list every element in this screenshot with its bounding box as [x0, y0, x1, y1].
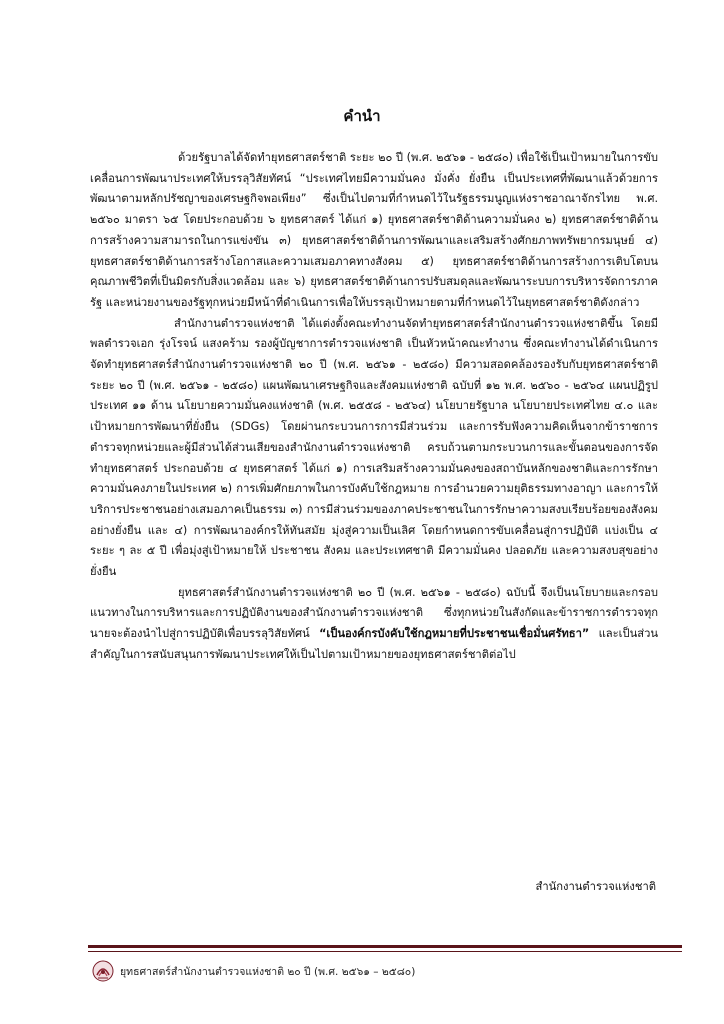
paragraph-2: สำนักงานตำรวจแห่งชาติ ได้แต่งตั้งคณะทำงานจัดทำยุทธศาสตร์สำนักงานตำรวจแห่งชาติขึ้น โดยมี พลตำรวจเอก รุ่งโรจน์ แสงคร้าม รองผู้บัญชาการตำรวจแห่งชาติ เป็นหัวหน้าคณะทำงาน ซึ่งคณะทำงานได้ดำเนินการจัดทำยุทธศาสตร์สำนักงานตำรวจแห่งชาติ ๒๐ ปี (พ.ศ. ๒๕๖๑ - ๒๕๘๐) มีความสอดคล้องรองรับกับยุทธศาสตร์ชาติระยะ ๒๐ ปี (พ.ศ. ๒๕๖๑ - ๒๕๘๐) แผนพัฒนาเศรษฐกิจและสังคมแห่งชาติ ฉบับที่ ๑๒ พ.ศ. ๒๕๖๐ - ๒๕๖๔ แผนปฏิรูปประเทศ ๑๑ ด้าน นโยบายความมั่นคงแห่งชาติ (พ.ศ. ๒๕๕๘ - ๒๕๖๔) นโยบายรัฐบาล นโยบายประเทศไทย ๔.๐ และเป้าหมายการพัฒนาที่ยั่งยืน (SDGs) โดยผ่านกระบวนการการมีส่วนร่วม และการรับฟังความคิดเห็นจากข้าราชการตำรวจทุกหน่วยและผู้มีส่วนได้ส่วนเสียของสำนักงานตำรวจแห่งชาติ ครบถ้วนตามกระบวนการและขั้นตอนของการจัดทำยุทธศาสตร์ ประกอบด้วย ๔ ยุทธศาสตร์ ได้แก่ ๑) การเสริมสร้างความมั่นคงของสถาบันหลักของชาติและการรักษาความมั่นคงภายในประเทศ ๒) การเพิ่มศักยภาพในการบังคับใช้กฎหมาย การอำนวยความยุติธรรมทางอาญา และการให้บริการประชาชนอย่างเสมอภาคเป็นธรรม ๓) การมีส่วนร่วมของภาคประชาชนในการรักษาความสงบเรียบร้อยของสังคมอย่างยั่งยืน และ ๔) การพัฒนาองค์กรให้ทันสมัย มุ่งสู่ความเป็นเลิศ โดยกำหนดการขับเคลื่อนสู่การปฏิบัติ แบ่งเป็น ๔ ระยะ ๆ ละ ๕ ปี เพื่อมุ่งสู่เป้าหมายให้ ประชาชน สังคม และประเทศชาติ มีความมั่นคง ปลอดภัย และความสงบสุขอย่างยั่งยืน — [90, 316, 658, 579]
signature-organization: สำนักงานตำรวจแห่งชาติ — [535, 880, 656, 893]
page-title: คำนำ — [343, 107, 381, 125]
paragraph-1: ด้วยรัฐบาลได้จัดทำยุทธศาสตร์ชาติ ระยะ ๒๐ ปี (พ.ศ. ๒๕๖๑ - ๒๕๘๐) เพื่อใช้เป็นเป้าหมายในการขับเคลื่อนการพัฒนาประเทศให้บรรลุวิสัยทัศน์ “ประเทศไทยมีความมั่นคง มั่งคั่ง ยั่งยืน เป็นประเทศที่พัฒนาแล้วด้วยการพัฒนาตามหลักปรัชญาของเศรษฐกิจพอเพียง” ซึ่งเป็นไปตามที่กำหนดไว้ในรัฐธรรมนูญแห่งราชอาณาจักรไทย พ.ศ. ๒๕๖๐ มาตรา ๖๕ โดยประกอบด้วย ๖ ยุทธศาสตร์ ได้แก่ ๑) ยุทธศาสตร์ชาติด้านความมั่นคง ๒) ยุทธศาสตร์ชาติด้านการสร้างความสามารถในการแข่งขัน ๓) ยุทธศาสตร์ชาติด้านการพัฒนาและเสริมสร้างศักยภาพทรัพยากรมนุษย์ ๔) ยุทธศาสตร์ชาติด้านการสร้างโอกาสและความเสมอภาคทางสังคม ๕) ยุทธศาสตร์ชาติด้านการสร้างการเติบโตบนคุณภาพชีวิตที่เป็นมิตรกับสิ่งแวดล้อม และ ๖) ยุทธศาสตร์ชาติด้านการปรับสมดุลและพัฒนาระบบการบริหารจัดการภาครัฐ และหน่วยงานของรัฐทุกหน่วยมีหน้าที่ดำเนินการเพื่อให้บรรลุเป้าหมายตามที่กำหนดไว้ในยุทธศาสตร์ชาติดังกล่าว — [90, 151, 658, 309]
police-emblem-icon — [92, 960, 114, 982]
preface-body — [90, 148, 658, 666]
vision-statement: “เป็นองค์กรบังคับใช้กฎหมายที่ประชาชนเชื่อมั่นศรัทธา” — [319, 627, 590, 641]
footer-rule-thick — [88, 945, 682, 948]
paragraph-3-lead: ยุทธศาสตร์สำนักงานตำรวจแห่งชาติ ๒๐ ปี (พ.ศ. ๒๕๖๑ - ๒๕๘๐) ฉบับนี้ จึงเป็นนโยบายและกรอบแนวทางในการบริหารและการปฏิบัติงานของสำนักงานตำรวจแห่งชาติ ซึ่งทุกหน่วยในสังกัดและข้าราชการตำรวจทุกนายจะต้องนำไปสู่การปฏิบัติเพื่อบรรลุวิสัยทัศน์ — [90, 585, 658, 641]
paragraph-3-tail: และเป็นส่วนสำคัญในการสนับสนุนการพัฒนาประเทศให้เป็นไปตามเป้าหมายของยุทธศาสตร์ชาติต่อไป — [90, 627, 658, 661]
footer-rule-thin — [88, 951, 682, 952]
paragraph-3 — [90, 583, 658, 666]
footer-text: ยุทธศาสตร์สำนักงานตำรวจแห่งชาติ ๒๐ ปี (พ.ศ. ๒๕๖๑ – ๒๕๘๐) — [120, 965, 416, 978]
page-footer — [92, 958, 415, 984]
